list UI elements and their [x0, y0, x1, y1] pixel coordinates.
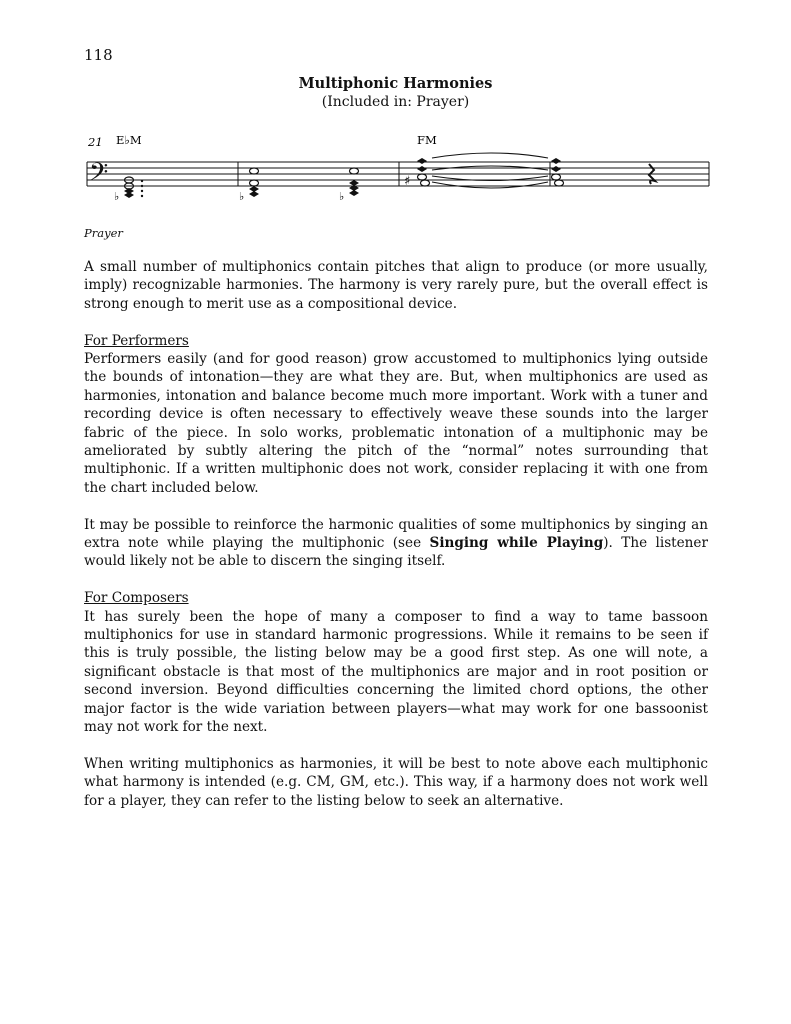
paragraph-intro: A small number of multiphonics contain pitches that align to produce (or more usually, imply) recognizable harmonies. The harmony is very rarely pure, but the overall effect is strong enough to merit use as a compositional device.: [84, 259, 708, 312]
heading-for-composers: For Composers: [84, 590, 189, 607]
singing-while-playing-link[interactable]: Singing while Playing: [429, 535, 604, 552]
score-caption: Prayer: [84, 226, 123, 240]
svg-text:♭: ♭: [239, 190, 245, 203]
measure-number: 21: [88, 135, 103, 149]
chord-label-fm: FM: [417, 133, 437, 147]
svg-text:♯: ♯: [404, 174, 411, 189]
svg-text:𝄢: 𝄢: [89, 158, 109, 193]
page-number: 118: [84, 46, 113, 64]
staff: [87, 162, 709, 186]
bass-clef-icon: [89, 158, 108, 193]
heading-for-performers: For Performers: [84, 332, 189, 349]
svg-text:♭: ♭: [339, 190, 345, 203]
body-text: [84, 258, 708, 829]
paragraph-singing-after: ). The listener would likely not be able to discern the singing itself.: [84, 535, 708, 570]
svg-text:♭: ♭: [114, 190, 120, 203]
paragraph-singing-before: It may be possible to reinforce the harmonic qualities of some multiphonics by singing an extra note while playing the multiphonic (see: [84, 516, 708, 552]
tie-arcs: [432, 153, 548, 188]
paragraph-performers: Performers easily (and for good reason) grow accustomed to multiphonics lying outside the bounds of intonation—they are what they are. But, when multiphonics are used as harmonies, intonation and balance become much more important. Work with a tuner and recording device is often necessary to effectively weave these sounds into the larger fabric of the piece. In solo works, problematic intonation of a multiphonic may be ameliorated by subtly altering the pitch of the “normal” notes surrounding that multiphonic. If a written multiphonic does not work, consider replacing it with one from the chart included below.: [84, 351, 708, 496]
multiphonic-chord-1: [114, 177, 143, 203]
page-subtitle: (Included in: Prayer): [321, 94, 470, 110]
chord-label-ebm: E♭M: [116, 133, 142, 147]
paragraph-singing: [84, 516, 708, 571]
multiphonic-chord-3: [339, 168, 359, 203]
paragraph-writing: When writing multiphonics as harmonies, it will be best to note above each multiphonic what harmony is intended (e.g. CM, GM, etc.). This way, if a harmony does not work well for a player, they can refer to the listing below to seek an alternative.: [84, 755, 708, 809]
multiphonic-chord-2: [239, 168, 259, 203]
music-score-excerpt: [82, 128, 712, 208]
section-composers: [84, 589, 708, 736]
paragraph-composers: It has surely been the hope of many a composer to find a way to tame bassoon multiphonics for use in standard harmonic progressions. While it remains to be seen if this is truly possible, the listing below may be a good first step. As one will note, a significant obstacle is that most of the multiphonics are major and in root position or second inversion. Beyond difficulties concerning the limited chord options, the other major factor is the wide variation between players—what may work for one bassoonist may not work for the next.: [84, 608, 708, 736]
page-title: Multiphonic Harmonies: [298, 75, 493, 92]
section-performers: [84, 332, 708, 498]
multiphonic-chord-4: [404, 158, 430, 189]
